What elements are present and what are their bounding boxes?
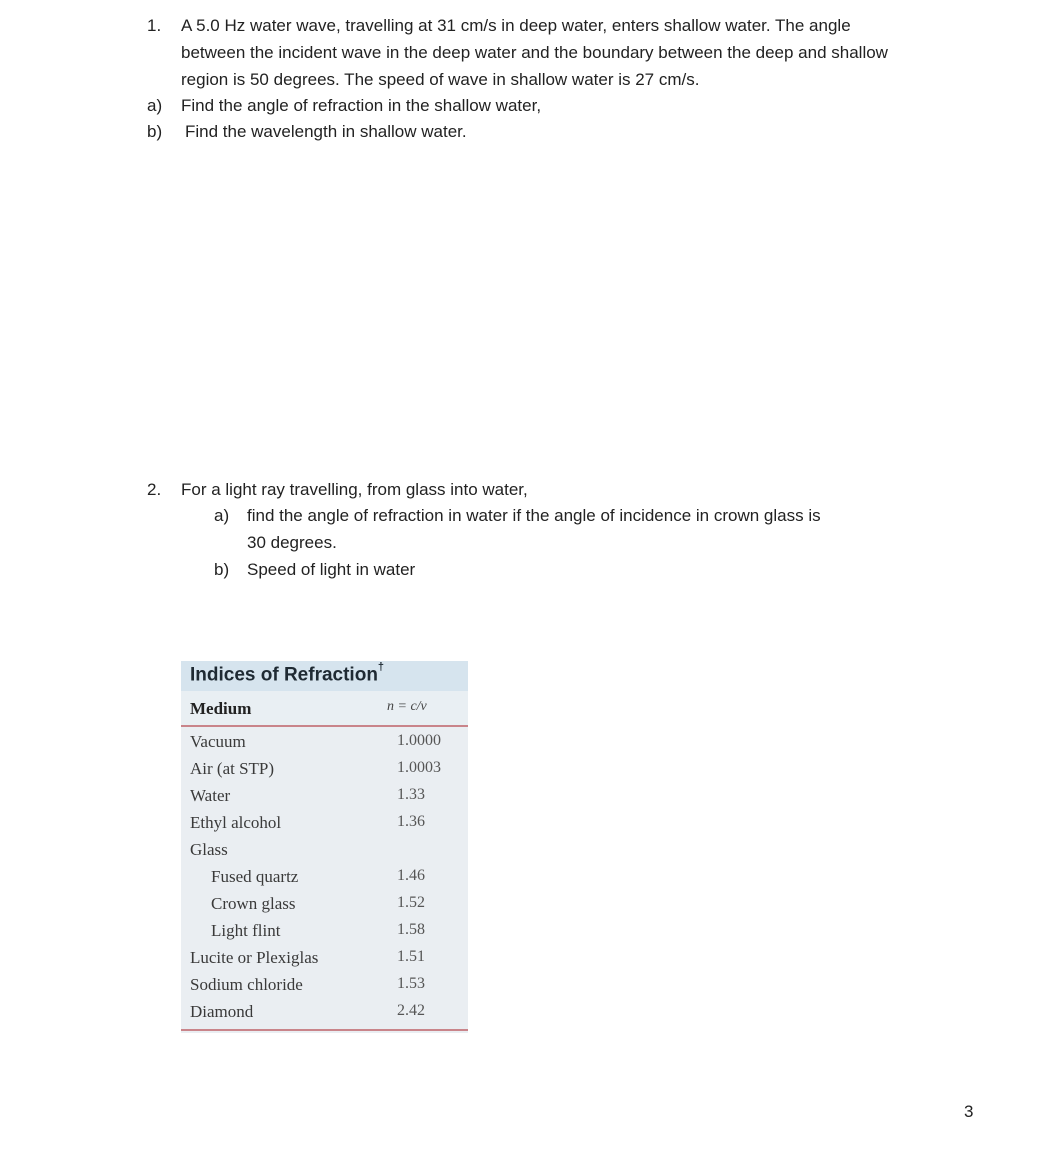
question-1-line-2: between the incident wave in the deep water and the boundary between the deep and shallow: [181, 43, 888, 62]
cell-index: 1.53: [397, 975, 425, 992]
question-1-line-3: region is 50 degrees. The speed of wave in shallow water is 27 cm/s.: [181, 70, 700, 89]
cell-index: 1.46: [397, 867, 425, 884]
table-title-text: Indices of Refraction: [190, 664, 378, 686]
question-2-intro: For a light ray travelling, from glass into water,: [181, 480, 528, 499]
table-row: [181, 783, 468, 810]
question-2b-label: b): [214, 560, 230, 579]
column-header-medium: Medium: [190, 699, 252, 718]
cell-medium: Sodium chloride: [190, 975, 303, 994]
table-row: [181, 864, 468, 891]
cell-medium: Air (at STP): [190, 759, 275, 778]
cell-medium: Water: [190, 786, 231, 805]
table-row: [181, 729, 468, 756]
question-2a-line-1: find the angle of refraction in water if the angle of incidence in crown glass is: [247, 506, 821, 525]
refraction-index-table: [181, 661, 468, 1033]
cell-medium: Lucite or Plexiglas: [190, 948, 319, 967]
cell-index: 1.0003: [397, 759, 441, 776]
question-2a-line-2: 30 degrees.: [247, 533, 337, 552]
cell-index: 2.42: [397, 1002, 425, 1019]
column-header-index: n = c/v: [387, 699, 427, 714]
table-row: [181, 972, 468, 999]
table-bottom-rule: [181, 1029, 468, 1031]
question-1-number: 1.: [147, 16, 162, 35]
cell-medium: Fused quartz: [211, 867, 299, 886]
table-row: [181, 891, 468, 918]
cell-index: 1.0000: [397, 732, 441, 749]
cell-medium: Diamond: [190, 1002, 254, 1021]
cell-medium: Crown glass: [211, 894, 296, 913]
table-row: [181, 756, 468, 783]
question-1-line-1: A 5.0 Hz water wave, travelling at 31 cm/s in deep water, enters shallow water. The angle: [181, 16, 851, 35]
question-2b-line-1: Speed of light in water: [247, 560, 416, 579]
cell-medium: Ethyl alcohol: [190, 813, 282, 832]
cell-index: 1.58: [397, 921, 425, 938]
question-2-number: 2.: [147, 480, 162, 499]
page-number: 3: [964, 1102, 974, 1121]
question-1a-label: a): [147, 96, 163, 115]
cell-medium: Vacuum: [190, 732, 246, 751]
cell-medium: Light flint: [211, 921, 281, 940]
table-body: [181, 725, 468, 1031]
table-row: [181, 837, 468, 864]
table-header: [181, 691, 468, 725]
table-row: [181, 945, 468, 972]
question-1b-label: b): [147, 122, 163, 141]
cell-index: 1.52: [397, 894, 425, 911]
cell-medium: Glass: [190, 840, 228, 859]
table-row: [181, 918, 468, 945]
table-row: [181, 810, 468, 837]
cell-index: 1.36: [397, 813, 425, 830]
table-title-footnote-mark: †: [377, 661, 385, 673]
question-2a-label: a): [214, 506, 230, 525]
cell-index: 1.51: [397, 948, 425, 965]
cell-index: 1.33: [397, 786, 425, 803]
table-title: [181, 661, 468, 691]
table-row: [181, 999, 468, 1026]
question-1b-text: Find the wavelength in shallow water.: [185, 122, 467, 141]
question-1a-text: Find the angle of refraction in the shallow water,: [181, 96, 542, 115]
